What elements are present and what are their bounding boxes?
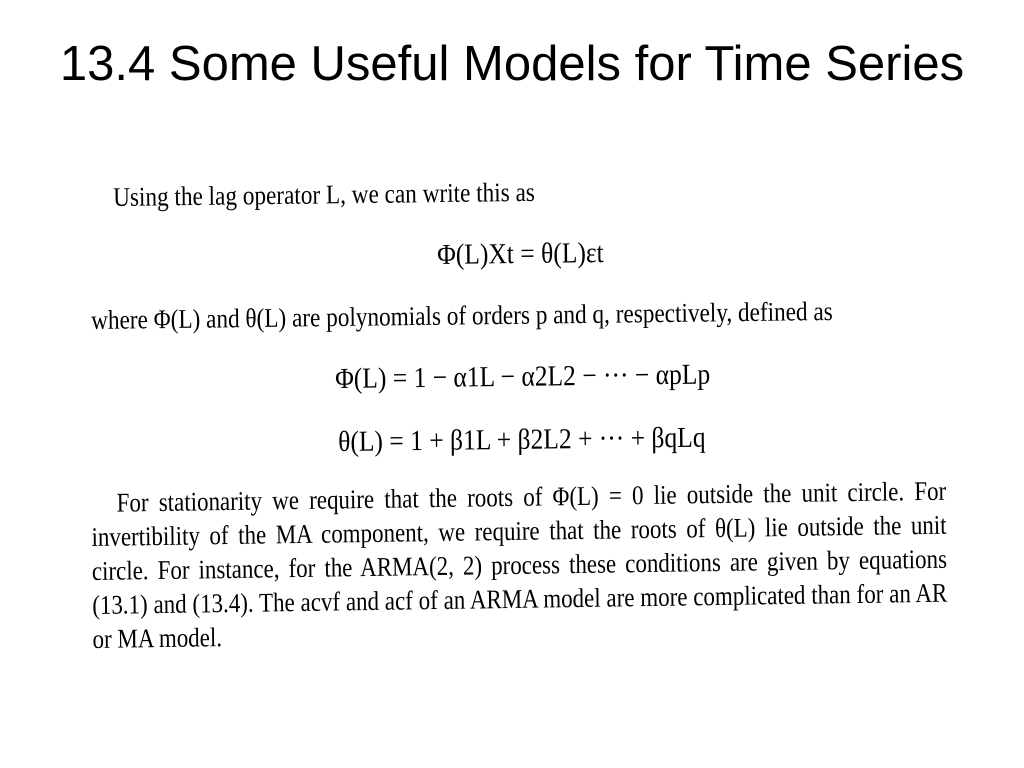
intro-text: Using the lag operator L, we can write this as [113, 176, 535, 212]
slide-title: 13.4 Some Useful Models for Time Series [59, 37, 965, 91]
paragraph-text: For stationarity we require that the roots of Φ(L) = 0 lie outside the unit circle. For invertibility of the MA component, we require that the roots of θ(L) lie outside the unit circle. For instance, for the ARMA(2, 2) process these conditions are given by equations (13.1) and (13.4). The acvf and acf of an ARMA model are more complicated than for an AR or MA model. [91, 475, 948, 654]
equation-text: Φ(L) = 1 − α1L − α2L2 − ··· − αpLp [335, 358, 711, 395]
equation-text: θ(L) = 1 + β1L + β2L2 + ··· + βqLq [338, 421, 706, 458]
phi-polynomial-equation [335, 358, 710, 396]
equation-text: Φ(L)Xt = θ(L)εt [437, 237, 604, 271]
where-clause-text: where Φ(L) and θ(L) are polynomials of orders p and q, respectively, defined as [91, 295, 833, 335]
lag-operator-equation [437, 236, 604, 272]
stationarity-paragraph [91, 474, 948, 656]
theta-polynomial-equation [338, 421, 706, 459]
